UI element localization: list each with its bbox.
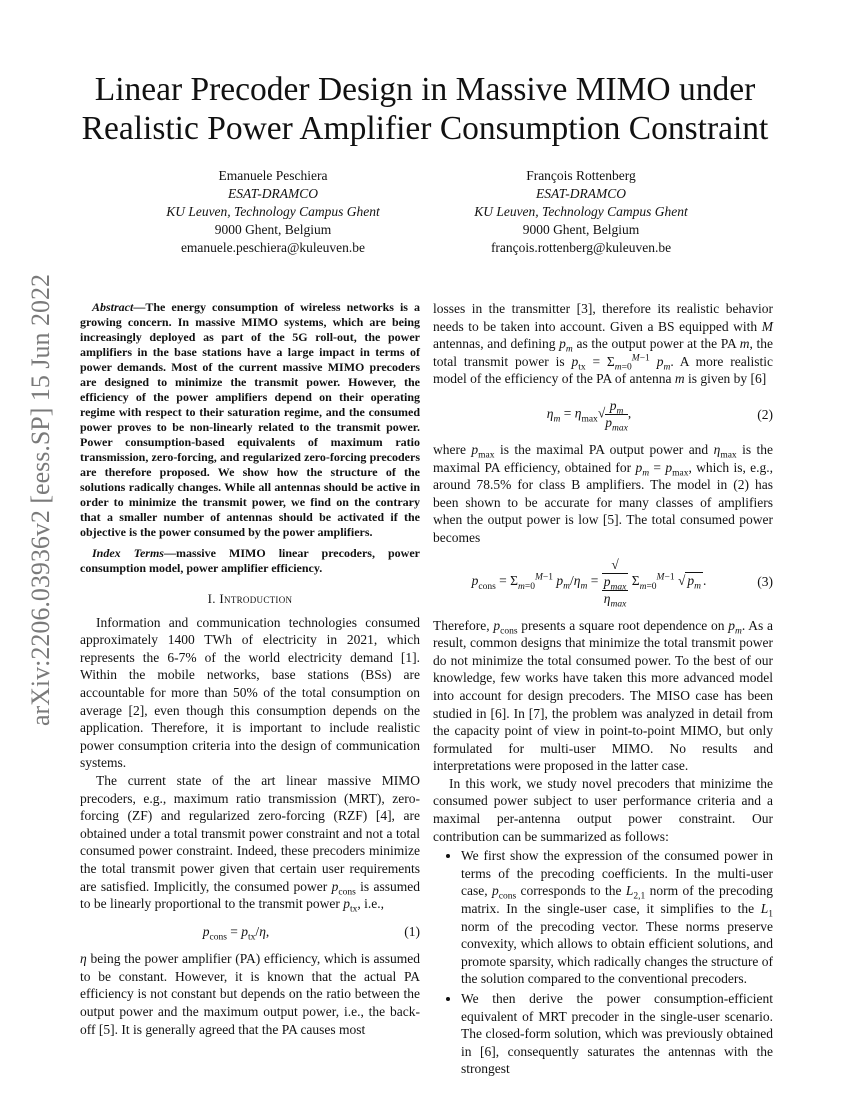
abstract-label: Abstract <box>92 300 134 314</box>
right-column <box>433 300 773 1080</box>
right-paragraph-1: losses in the transmitter [3], therefore its realistic behavior needs to be taken into account. Given a BS equipped with M antennas, and defining $p_m$ as the output power at the PA m, the total transmit power is $p_{tx} = \Sigma_{m=0}^{M-1}$ $p_m$. A more realistic model of the efficiency of the PA of antenna m is given by [6] <box>433 301 774 387</box>
abstract <box>80 300 420 540</box>
abstract-text: —The energy consumption of wireless networks is a growing concern. In massive MIMO systems, which are being increasingly deployed as part of the 5G roll-out, the power amplifiers in the base stations have a large impact in terms of power demands. Most of the current massive MIMO precoders are designed to minimize the transmit power. However, the efficiency of the power amplifiers depend on their operating regime with respect to their saturation regime, and the consumed power proves to be non-linearly related to the transmit power. Power consumption-based equivalents of maximum ratio transmission, zero-forcing, and regularized zero-forcing precoders are therefore proposed. We show how the structure of the solutions radically changes. While all antennas should be active in order to minimize the transmit power, we find on the contrary that a smaller number of antennas should be activated if the objective is the power consumed by the power amplifiers. <box>80 300 420 539</box>
right-paragraph-4: In this work, we study novel precoders that minizime the consumed power subject to user performance criteria and a maximal per-antenna output power constraint. Our contribution can be summarized as follows: <box>433 775 773 844</box>
author-city: 9000 Ghent, Belgium <box>214 222 332 237</box>
author-name: Emanuele Peschiera <box>218 168 328 183</box>
section-heading: I. Introduction <box>207 591 293 606</box>
author-block-1 <box>128 167 418 257</box>
title-line-1: Linear Precoder Design in Massive MIMO under <box>94 71 756 108</box>
index-terms-label: Index Terms <box>92 546 164 560</box>
arxiv-id: arXiv:2206.03936v2 [eess.SP] 15 Jun 2022 <box>26 273 55 727</box>
title-line-2: Realistic Power Amplifier Consumption Constraint <box>81 110 769 147</box>
author-inst: KU Leuven, Technology Campus Ghent <box>474 204 688 219</box>
equation-number: (2) <box>757 406 773 422</box>
author-dept: ESAT-DRAMCO <box>536 186 626 201</box>
arxiv-watermark <box>18 273 64 727</box>
author-dept: ESAT-DRAMCO <box>228 186 318 201</box>
intro-paragraph-1: Information and communication technologies consumed approximately 1400 TWh of electricity in 2021, which represents the 6-7% of the world electricity demand [1]. Within the mobile networks, base stations (BSs) are accountable for more than 50% of the total consumption on average [2], even though this consumption depends on the application. Therefore, it is important to include realistic power consumption criteria into the design of communication systems. <box>80 614 420 771</box>
equation-1: $p_{cons} = p_{tx}/\eta$, (1) <box>202 923 420 943</box>
index-terms-text: —massive MIMO linear precoders, power consumption model, power amplifier efficiency. <box>80 546 420 575</box>
right-paragraph-3: Therefore, $p_{cons}$ presents a square root dependence on $p_m$. As a result, common designs that minimize the total transmit power do not minimize the total consumed power. To the best of our knowledge, few works have taken this more advanced model into account for design precoders. The MISO case has been studied in [6]. In [7], the problem was analyzed in detail from the capacity point of view in point-to-point MIMO, but only formulated for multi-user MIMO. No results and interpretations were proposed in the latter case. <box>433 617 774 774</box>
equation-number: (1) <box>404 923 420 939</box>
intro-paragraph-2: The current state of the art linear massive MIMO precoders, e.g., maximum ratio transmission (MRT), zero-forcing (ZF) and regularized zero-forcing (RZF) [4], are obtained under a total transmit power constraint and not a total consumed power constraint. Indeed, these precoders minimize the total transmit power given that certain user requirements are satisfied. Implicitly, the consumed power $p_{cons}$ is assumed to be linearly proportional to the transmit power $p_{tx}$, i.e., <box>80 772 421 915</box>
author-city: 9000 Ghent, Belgium <box>522 222 640 237</box>
equation-number: (3) <box>757 573 773 589</box>
equation-2: $\eta_m = \eta_{max}√$ $\frac{p_m}{p_{max}}$ , (2) <box>546 397 773 434</box>
contribution-list <box>433 847 773 1078</box>
author-block-2 <box>436 167 726 257</box>
index-terms <box>80 546 420 576</box>
paper-title <box>70 70 780 148</box>
author-email: emanuele.peschiera@kuleuven.be <box>180 240 366 255</box>
equation-3: $p_{cons} = \Sigma_{m=0}^{M-1}$ $p_m/\eta_m$ = √ $p_{max}$ $\eta_{max}$ $\Sigma_{m=0}^{M-1}$ √ $p_m$ . (3) <box>471 556 773 610</box>
list-item: • We then derive the power consumption-efficient equivalent of MRT precoder in the single-user scenario. The closed-form solution, which was previously obtained in [6], consequently saturates the antennas with the strongest <box>461 990 773 1078</box>
author-email: françois.rottenberg@kuleuven.be <box>490 240 672 255</box>
right-paragraph-2: where $p_{max}$ is the maximal PA output power and $\eta_{max}$ is the maximal PA efficiency, obtained for $p_m = p_{max}$, which is, e.g., around 78.5% for class B amplifiers. The model in (2) has been shown to be accurate for many classes of amplifiers when the output power is low [5]. The total consumed power becomes <box>433 441 774 545</box>
author-name: François Rottenberg <box>526 168 636 183</box>
left-column <box>80 300 420 1038</box>
intro-paragraph-3: η being the power amplifier (PA) efficiency, which is assumed to be constant. However, it is known that the actual PA efficiency is not constant but depends on the ratio between the output power and the maximum output power, i.e., the back-off [5]. It is generally agreed that the PA causes most <box>80 951 420 1037</box>
author-inst: KU Leuven, Technology Campus Ghent <box>166 204 380 219</box>
list-item: • We first show the expression of the consumed power in terms of the precoding coefficients. In the multi-user case, $p_{cons}$ corresponds to the $L_{2,1}$ norm of the precoding matrix. In the single-user case, it simplifies to the $L_1$ norm of the precoding vector. These norms preserve convexity, which allows to obtain efficient solutions, and promote sparsity, which radically changes the structure of the solution compared to the conventional precoders. <box>461 847 773 988</box>
